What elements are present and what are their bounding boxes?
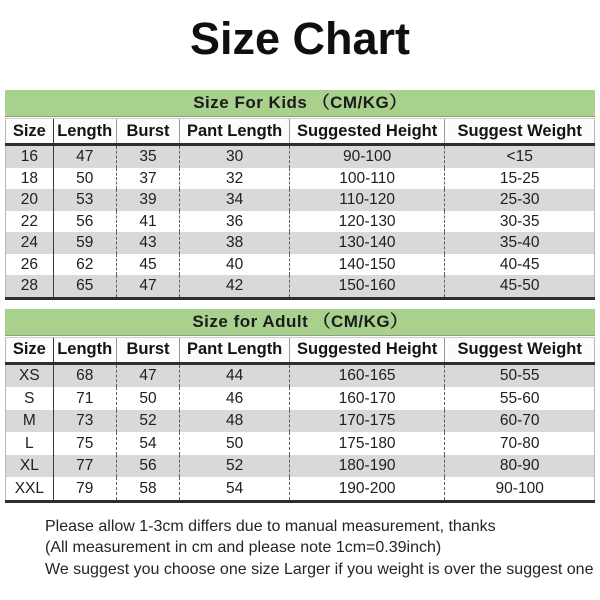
table-cell: 40-45 (445, 254, 595, 276)
note-line: Please allow 1-3cm differs due to manual measurement, thanks (45, 517, 496, 535)
table-cell: 75 (53, 432, 116, 455)
table-cell: 43 (116, 232, 180, 254)
table-row (6, 275, 595, 298)
table-cell: 30-35 (445, 211, 595, 233)
table-cell: <15 (445, 145, 595, 168)
table-cell: 52 (116, 410, 180, 433)
column-header: Length (53, 119, 116, 145)
column-header: Size (6, 119, 54, 145)
table-cell: 38 (180, 232, 290, 254)
table-cell: 47 (53, 145, 116, 168)
table-cell: 22 (6, 211, 54, 233)
column-header: Suggested Height (289, 119, 444, 145)
table-cell: 160-170 (289, 387, 444, 410)
table-cell: 26 (6, 254, 54, 276)
table-cell: 130-140 (289, 232, 444, 254)
adult-size-table (5, 337, 595, 503)
table-cell: 110-120 (289, 189, 444, 211)
table-cell: 36 (180, 211, 290, 233)
table-row (6, 145, 595, 168)
kids-size-table (5, 118, 595, 300)
table-cell: 39 (116, 189, 180, 211)
table-cell: 16 (6, 145, 54, 168)
table-cell: 68 (53, 363, 116, 387)
table-row (6, 254, 595, 276)
column-header: Burst (116, 119, 180, 145)
table-cell: 35 (116, 145, 180, 168)
table-cell: 50 (180, 432, 290, 455)
table-row (6, 211, 595, 233)
table-cell: XXL (6, 477, 54, 501)
table-cell: 35-40 (445, 232, 595, 254)
table-cell: 170-175 (289, 410, 444, 433)
table-cell: 150-160 (289, 275, 444, 298)
table-cell: 32 (180, 168, 290, 190)
table-cell: 59 (53, 232, 116, 254)
measurement-notes (45, 516, 600, 581)
kids-size-section (5, 90, 595, 300)
table-cell: 25-30 (445, 189, 595, 211)
table-row (6, 232, 595, 254)
table-row (6, 455, 595, 478)
table-row (6, 363, 595, 387)
table-cell: 30 (180, 145, 290, 168)
table-cell: 50 (116, 387, 180, 410)
note-line: We suggest you choose one size Larger if you weight is over the suggest one (45, 560, 594, 578)
table-cell: 120-130 (289, 211, 444, 233)
table-cell: 20 (6, 189, 54, 211)
table-cell: 90-100 (445, 477, 595, 501)
table-cell: L (6, 432, 54, 455)
table-cell: 160-165 (289, 363, 444, 387)
column-header: Burst (116, 337, 180, 363)
table-row (6, 477, 595, 501)
table-cell: 42 (180, 275, 290, 298)
table-cell: 90-100 (289, 145, 444, 168)
table-cell: 18 (6, 168, 54, 190)
table-cell: 71 (53, 387, 116, 410)
table-cell: 45 (116, 254, 180, 276)
table-cell: M (6, 410, 54, 433)
column-header-row (6, 119, 595, 145)
table-cell: 28 (6, 275, 54, 298)
column-header: Size (6, 337, 54, 363)
note-line: (All measurement in cm and please note 1cm=0.39inch) (45, 539, 442, 557)
table-cell: 70-80 (445, 432, 595, 455)
table-cell: XS (6, 363, 54, 387)
table-cell: 50 (53, 168, 116, 190)
column-header: Suggested Height (289, 337, 444, 363)
table-cell: 47 (116, 363, 180, 387)
table-cell: 79 (53, 477, 116, 501)
column-header: Pant Length (180, 337, 290, 363)
table-cell: 56 (53, 211, 116, 233)
table-cell: 47 (116, 275, 180, 298)
adult-section-header-bar: Size for Adult （CM/KG） (5, 309, 595, 336)
table-cell: 62 (53, 254, 116, 276)
table-cell: 44 (180, 363, 290, 387)
table-cell: 37 (116, 168, 180, 190)
adult-size-section (5, 309, 595, 503)
table-cell: 140-150 (289, 254, 444, 276)
table-cell: 41 (116, 211, 180, 233)
table-row (6, 189, 595, 211)
table-cell: 80-90 (445, 455, 595, 478)
table-cell: 190-200 (289, 477, 444, 501)
table-cell: 175-180 (289, 432, 444, 455)
column-header: Suggest Weight (445, 119, 595, 145)
table-row (6, 432, 595, 455)
table-cell: 54 (180, 477, 290, 501)
table-cell: 48 (180, 410, 290, 433)
column-header: Pant Length (180, 119, 290, 145)
table-cell: 65 (53, 275, 116, 298)
table-cell: 50-55 (445, 363, 595, 387)
table-cell: 53 (53, 189, 116, 211)
table-cell: 54 (116, 432, 180, 455)
column-header: Length (53, 337, 116, 363)
table-cell: 60-70 (445, 410, 595, 433)
table-row (6, 410, 595, 433)
table-row (6, 387, 595, 410)
table-cell: 180-190 (289, 455, 444, 478)
table-cell: S (6, 387, 54, 410)
table-row (6, 168, 595, 190)
table-cell: 55-60 (445, 387, 595, 410)
table-cell: XL (6, 455, 54, 478)
kids-section-header-bar: Size For Kids （CM/KG） (5, 90, 595, 117)
column-header-row (6, 337, 595, 363)
table-cell: 52 (180, 455, 290, 478)
column-header: Suggest Weight (445, 337, 595, 363)
table-cell: 58 (116, 477, 180, 501)
page-title: Size Chart (189, 13, 411, 64)
table-cell: 24 (6, 232, 54, 254)
table-cell: 56 (116, 455, 180, 478)
table-cell: 45-50 (445, 275, 595, 298)
table-cell: 73 (53, 410, 116, 433)
table-cell: 100-110 (289, 168, 444, 190)
table-cell: 15-25 (445, 168, 595, 190)
table-cell: 46 (180, 387, 290, 410)
table-cell: 34 (180, 189, 290, 211)
table-cell: 77 (53, 455, 116, 478)
table-cell: 40 (180, 254, 290, 276)
